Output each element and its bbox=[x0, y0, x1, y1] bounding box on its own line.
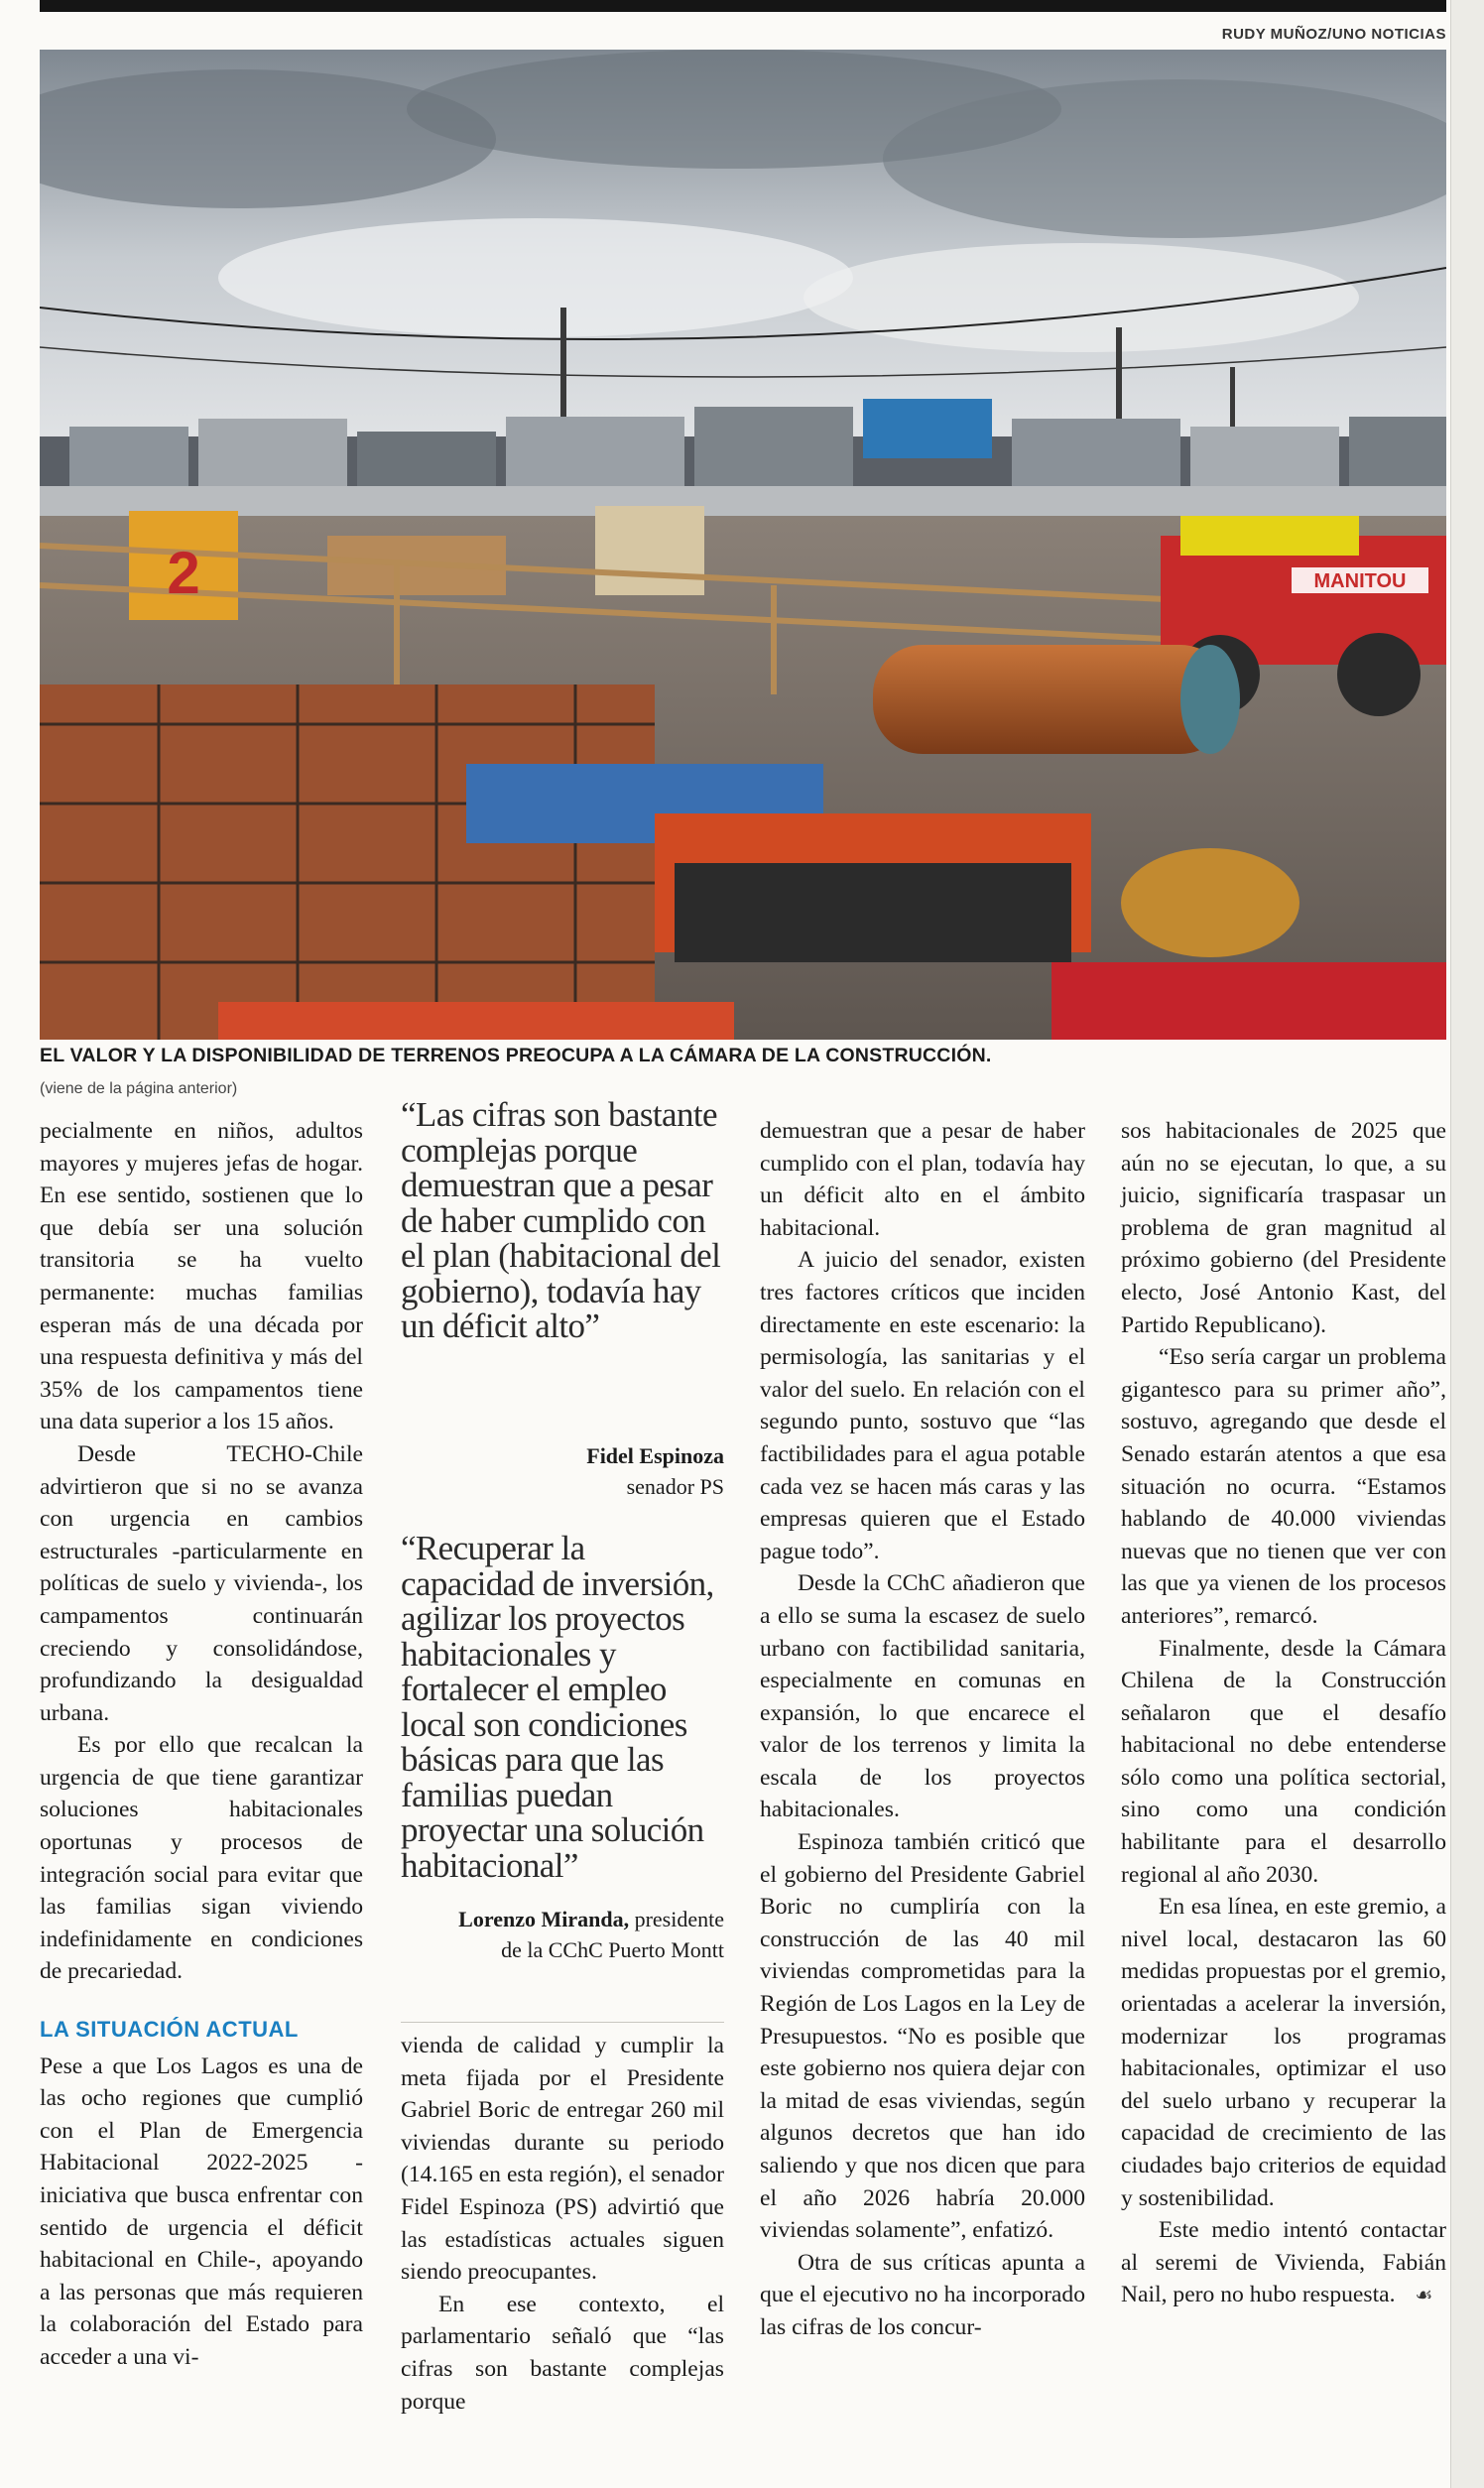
paragraph: Otra de sus críticas apunta a que el ejecutivo no ha incorporado las cifras de los concur- bbox=[760, 2249, 1085, 2340]
machine-brand-text: MANITOU bbox=[1313, 570, 1407, 592]
pull-quote-1-attribution bbox=[401, 1440, 724, 1502]
paragraph: Espinoza también criticó que el gobierno del Presidente Gabriel Boric no cumpliría con la construcción de las 40 mil viviendas comprometidas para la Región de Los Lagos en la Ley de Presupuestos. “No es posible que este gobierno nos quiera dejar con la mitad de esas viviendas, según algunos decretos que han ido saliendo y que nos dicen que para el año 2026 habría 20.000 viviendas solamente”, enfatizó. bbox=[760, 1829, 1085, 2244]
paragraph: vienda de calidad y cumplir la meta fijada por el Presidente Gabriel Boric de entregar 260 mil viviendas durante su periodo (14.165 en esta región), el senador Fidel Espinoza (PS) advirtió que las estadísticas actuales siguen siendo preocupantes. bbox=[401, 2033, 724, 2286]
top-rule bbox=[40, 0, 1446, 12]
quote-separator bbox=[401, 2022, 724, 2023]
crate-number-text: 2 bbox=[167, 540, 200, 606]
paragraph: A juicio del senador, existen tres factores críticos que inciden directamente en este escenario: la permisología, las sanitarias y el valor del suelo. En relación con el segundo punto, sostuvo que “las factibilidades para el agua potable cada vez se hacen más caras y las empresas quieren que el Estado pague todo”. bbox=[760, 1247, 1085, 1564]
pull-quote-2-role: presidente bbox=[634, 1907, 724, 1931]
pull-quote-1-role: senador PS bbox=[626, 1474, 724, 1499]
photo-caption: EL VALOR Y LA DISPONIBILIDAD DE TERRENOS PREOCUPA A LA CÁMARA DE LA CONSTRUCCIÓN. bbox=[40, 1045, 992, 1066]
article-column-3 bbox=[760, 1115, 1085, 2344]
paragraph-last bbox=[1121, 2214, 1446, 2312]
article-column-4 bbox=[1121, 1115, 1446, 2312]
construction-site-photo bbox=[40, 50, 1446, 1040]
pull-quote-2-attribution bbox=[401, 1904, 724, 1965]
article-column-1 bbox=[40, 1115, 363, 2374]
paragraph: “Eso sería cargar un problema gigantesco para su primer año”, sostuvo, agregando que desde el Senado estarán atentos a que esa situación no ocurra. “Estamos hablando de 40.000 viviendas nuevas que no tienen que ver con las que ya vienen de los procesos anteriores”, remarcó. bbox=[1121, 1344, 1446, 1629]
paragraph: En esa línea, en este gremio, a nivel local, destacaron las 60 medidas propuestas por el gremio, orientadas a acelerar la inversión, modernizar los programas habitacionales, optimizar el uso del suelo urbano y recuperar la capacidad de crecimiento de las ciudades bajo criterios de equidad y sostenibilidad. bbox=[1121, 1894, 1446, 2211]
paragraph: pecialmente en niños, adultos mayores y mujeres jefas de hogar. En ese sentido, sostienen que lo que debía ser una solución transitoria se ha vuelto permanente: muchas familias esperan más de una década por una respuesta definitiva y más del 35% de los campamentos tiene una data superior a los 15 años. bbox=[40, 1118, 363, 1435]
paragraph: En ese contexto, el parlamentario señaló que “las cifras son bastante complejas porque bbox=[401, 2291, 724, 2415]
paragraph: sos habitacionales de 2025 que aún no se ejecutan, lo que, a su juicio, significaría traspasar un problema de gran magnitud al próximo gobierno (del Presidente electo, José Antonio Kast, del Partido Republicano). bbox=[1121, 1118, 1446, 1338]
pull-quote-1: “Las cifras son bastante complejas porque demuestran que a pesar de haber cumplido con el plan (habitacional del gobierno), todavía hay un déficit alto” bbox=[401, 1095, 721, 1345]
paragraph: Pese a que Los Lagos es una de las ocho regiones que cumplió con el Plan de Emergencia Habitacional 2022-2025 -iniciativa que busca enfrentar con sentido de urgencia el déficit habitacional en Chile-, apoyando a las personas que más requieren la colaboración del Estado para acceder a una vi- bbox=[40, 2053, 363, 2370]
paragraph: Desde TECHO-Chile advirtieron que si no se avanza con urgencia en cambios estructurales -particularmente en políticas de suelo y vivienda-, los campamentos continuarán creciendo y consolidándose, profundizando la desigualdad urbana. bbox=[40, 1440, 363, 1726]
pull-quote-2-name: Lorenzo Miranda, bbox=[458, 1907, 630, 1931]
section-subhead: LA SITUACIÓN ACTUAL bbox=[40, 2017, 299, 2043]
paragraph: demuestran que a pesar de haber cumplido con el plan, todavía hay un déficit alto en el ámbito habitacional. bbox=[760, 1118, 1085, 1241]
paragraph: Desde la CChC añadieron que a ello se suma la escasez de suelo urbano con factibilidad sanitaria, especialmente en comunas en expansión, lo que encarece el valor de los terrenos y limita la escala de los proyectos habitacionales. bbox=[760, 1570, 1085, 1823]
paragraph: Finalmente, desde la Cámara Chilena de la Construcción señalaron que el desafío habitacional no debe entenderse sólo como una política sectorial, sino como una condición habilitante para el desarrollo regional al año 2030. bbox=[1121, 1635, 1446, 1888]
paragraph-text: Este medio intentó contactar al seremi de Vivienda, Fabián Nail, pero no hubo respuesta. bbox=[1121, 2217, 1446, 2308]
continued-note: (viene de la página anterior) bbox=[40, 1080, 238, 1097]
paragraph: Es por ello que recalcan la urgencia de que tiene garantizar soluciones habitacionales oportunas y procesos de integración social para evitar que las familias sigan viviendo indefinidamente en condiciones de precariedad. bbox=[40, 1732, 363, 1985]
end-mark-icon: ☙ bbox=[1415, 2285, 1433, 2307]
pull-quote-2-org: de la CChC Puerto Montt bbox=[501, 1937, 724, 1962]
pull-quote-2: “Recuperar la capacidad de inversión, agilizar los proyectos habitacionales y fortalecer el empleo local son condiciones básicas para que las familias puedan proyectar una solución habitacional” bbox=[401, 1529, 714, 1885]
adjacent-page-edge bbox=[1450, 0, 1484, 2488]
pull-quote-1-name: Fidel Espinoza bbox=[586, 1443, 724, 1468]
article-column-2 bbox=[401, 2030, 724, 2418]
photo-credit: RUDY MUÑOZ/UNO NOTICIAS bbox=[1221, 26, 1446, 43]
